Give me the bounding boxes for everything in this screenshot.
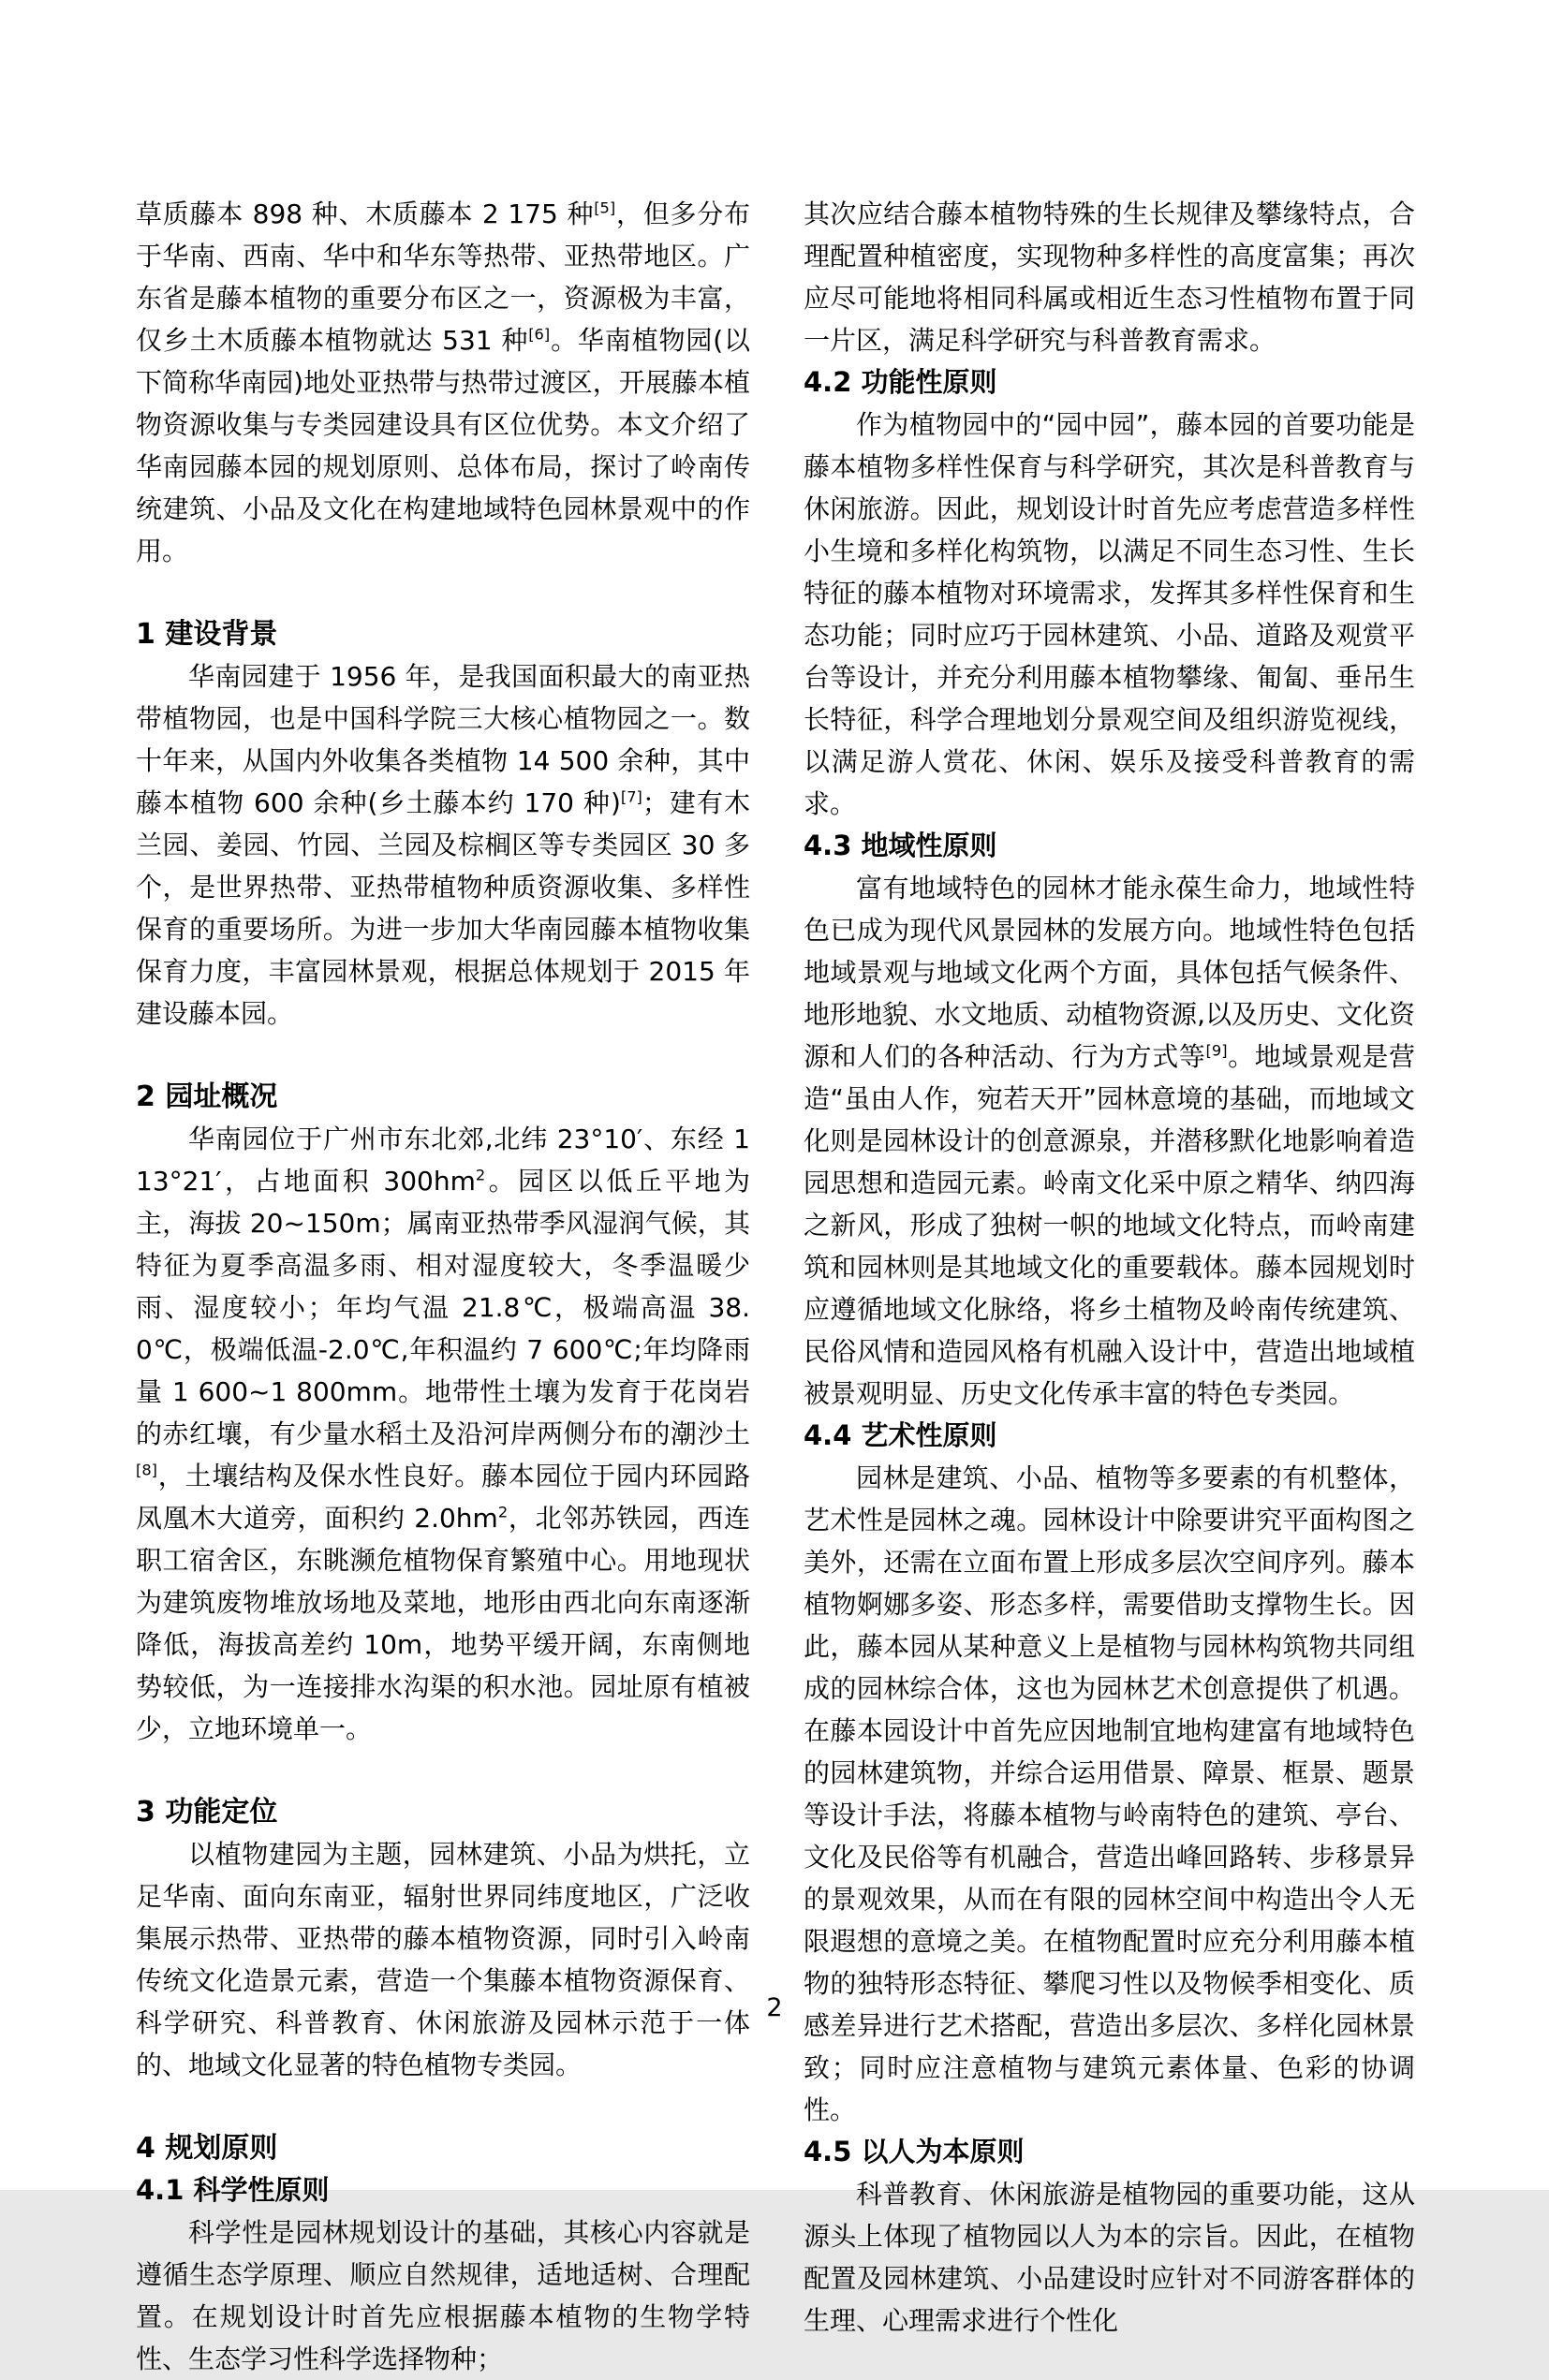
subsection-heading: 4.5 以人为本原则	[804, 2136, 1025, 2167]
reference-superscript: [9]	[1205, 1041, 1228, 1060]
page-number: 2	[766, 1993, 783, 2022]
subsection-heading: 4.2 功能性原则	[804, 366, 997, 398]
section-heading: 4 规划原则	[136, 2132, 278, 2165]
paragraph: 草质藤本 898 种、木质藤本 2 175 种[5]，但多分布于华南、西南、华中和华东等热带、亚热带地区。广东省是藤本植物的重要分布区之一，资源极为丰富，仅乡土木质藤本植物就达 531 种[6]。华南植物园(以下简称华南园)地处亚热带与热带过渡区，开展藤本植物资源收集与专类园建设具有区位优势。本文介绍了华南园藤本园的规划原则、总体布局，探讨了岭南传统建筑、小品及文化在构建地域特色园林景观中的作用。	[136, 198, 750, 566]
section-heading: 3 功能定位	[136, 1796, 278, 1829]
paragraph: 科学性是园林规划设计的基础，其核心内容就是遵循生态学原理、顺应自然规律，适地适树、合理配置。在规划设计时首先应根据藤本植物的生物学特性、生态学习性科学选择物种；	[136, 2217, 750, 2374]
reference-superscript: [7]	[620, 787, 642, 806]
paragraph: 其次应结合藤本植物特殊的生长规律及攀缘特点，合理配置种植密度，实现物种多样性的高度富集；再次应尽可能地将相同科属或相近生态习性植物布置于同一片区，满足科学研究与科普教育需求。	[804, 198, 1415, 356]
paragraph: 华南园位于广州市东北郊,北纬 23°10′、东经 113°21′，占地面积 $300hm^2$。园区以低丘平地为主，海拔 20~150m；属南亚热带季风湿润气候，其特征为夏季高温多雨、相对湿度较大，冬季温暖少雨、湿度较小；年均气温 21.8℃，极端高温 38.0℃，极端低温-2.0℃,年积温约 7 600℃;年均降雨量 1 600~1 800mm。地带性土壤为发育于花岗岩的赤红壤，有少量水稻土及沿河岸两侧分布的潮沙土[8]，土壤结构及保水性良好。藤本园位于园内环园路凤凰木大道旁，面积约 $2.0hm^2$，北邻苏铁园，西连职工宿舍区，东眺濒危植物保育繁殖中心。用地现状为建筑废物堆放场地及菜地，地形由西北向东南逐渐降低，海拔高差约 10m，地势平缓开阔，东南侧地势较低，为一连接排水沟渠的积水池。园址原有植被少，立地环境单一。	[136, 1124, 750, 1744]
subsection-heading: 4.1 科学性原则	[136, 2174, 330, 2206]
reference-superscript: 2	[497, 1503, 509, 1521]
reference-superscript: [5]	[594, 198, 616, 217]
reference-superscript: 2	[475, 1166, 486, 1184]
paragraph: 华南园建于 1956 年，是我国面积最大的南亚热带植物园，也是中国科学院三大核心植物园之一。数十年来，从国内外收集各类植物 14 500 余种，其中藤本植物 600 余种(乡土藤本约 170 种)[7]；建有木兰园、姜园、竹园、兰园及棕榈区等专类园区 30 多个，是世界热带、亚热带植物种质资源收集、多样性保育的重要场所。为进一步加大华南园藤本植物收集保育力度，丰富园林景观，根据总体规划于 2015 年建设藤本园。	[136, 661, 750, 1029]
reference-superscript: [6]	[528, 325, 551, 344]
paragraph: 作为植物园中的“园中园”，藤本园的首要功能是藤本植物多样性保育与科学研究，其次是科普教育与休闲旅游。因此，规划设计时首先应考虑营造多样性小生境和多样化构筑物，以满足不同生态习性、生长特征的藤本植物对环境需求，发挥其多样性保育和生态功能；同时应巧于园林建筑、小品、道路及观赏平台等设计，并充分利用藤本植物攀缘、匍匐、垂吊生长特征，科学合理地划分景观空间及组织游览视线，以满足游人赏花、休闲、娱乐及接受科普教育的需求。	[804, 409, 1415, 819]
subsection-heading: 4.4 艺术性原则	[804, 1419, 997, 1451]
paragraph: 科普教育、休闲旅游是植物园的重要功能，这从源头上体现了植物园以人为本的宗旨。因此，在植物配置及园林建筑、小品建设时应针对不同游客群体的生理、心理需求进行个性化	[804, 2179, 1415, 2336]
paragraph: 园林是建筑、小品、植物等多要素的有机整体，艺术性是园林之魂。园林设计中除要讲究平面构图之美外，还需在立面布置上形成多层次空间序列。藤本植物婀娜多姿、形态多样，需要借助支撑物生长。因此，藤本园从某种意义上是植物与园林构筑物共同组成的园林综合体，这也为园林艺术创意提供了机遇。在藤本园设计中首先应因地制宜地构建富有地域特色的园林建筑物，并综合运用借景、障景、框景、题景等设计手法，将藤本植物与岭南特色的建筑、亭台、文化及民俗等有机融合，营造出峰回路转、步移景异的景观效果，从而在有限的园林空间中构造出令人无限遐想的意境之美。在植物配置时应充分利用藤本植物的独特形态特征、攀爬习性以及物候季相变化、质感差异进行艺术搭配，营造出多层次、多样化园林景致；同时应注意植物与建筑元素体量、色彩的协调性。	[804, 1462, 1415, 2125]
paragraph: 以植物建园为主题，园林建筑、小品为烘托，立足华南、面向东南亚，辐射世界同纬度地区，广泛收集展示热带、亚热带的藤本植物资源，同时引入岭南传统文化造景元素，营造一个集藤本植物资源保育、科学研究、科普教育、休闲旅游及园林示范于一体的、地域文化显著的特色植物专类园。	[136, 1839, 750, 2080]
reference-superscript: [8]	[136, 1461, 157, 1479]
section-heading: 2 园址概况	[136, 1080, 278, 1113]
left-column	[136, 193, 750, 2380]
subsection-heading: 4.3 地域性原则	[804, 830, 997, 861]
paragraph: 富有地域特色的园林才能永葆生命力，地域性特色已成为现代风景园林的发展方向。地域性特色包括地域景观与地域文化两个方面，具体包括气候条件、地形地貌、水文地质、动植物资源,以及历史、文化资源和人们的各种活动、行为方式等[9]。地域景观是营造“虽由人作，宛若天开”园林意境的基础，而地域文化则是园林设计的创意源泉，并潜移默化地影响着造园思想和造园元素。岭南文化采中原之精华、纳四海之新风，形成了独树一帜的地域文化特点，而岭南建筑和园林则是其地域文化的重要载体。藤本园规划时应遵循地域文化脉络，将乡土植物及岭南传统建筑、民俗风情和造园风格有机融入设计中，营造出地域植被景观明显、历史文化传承丰富的特色专类园。	[804, 873, 1415, 1409]
section-heading: 1 建设背景	[136, 618, 278, 651]
